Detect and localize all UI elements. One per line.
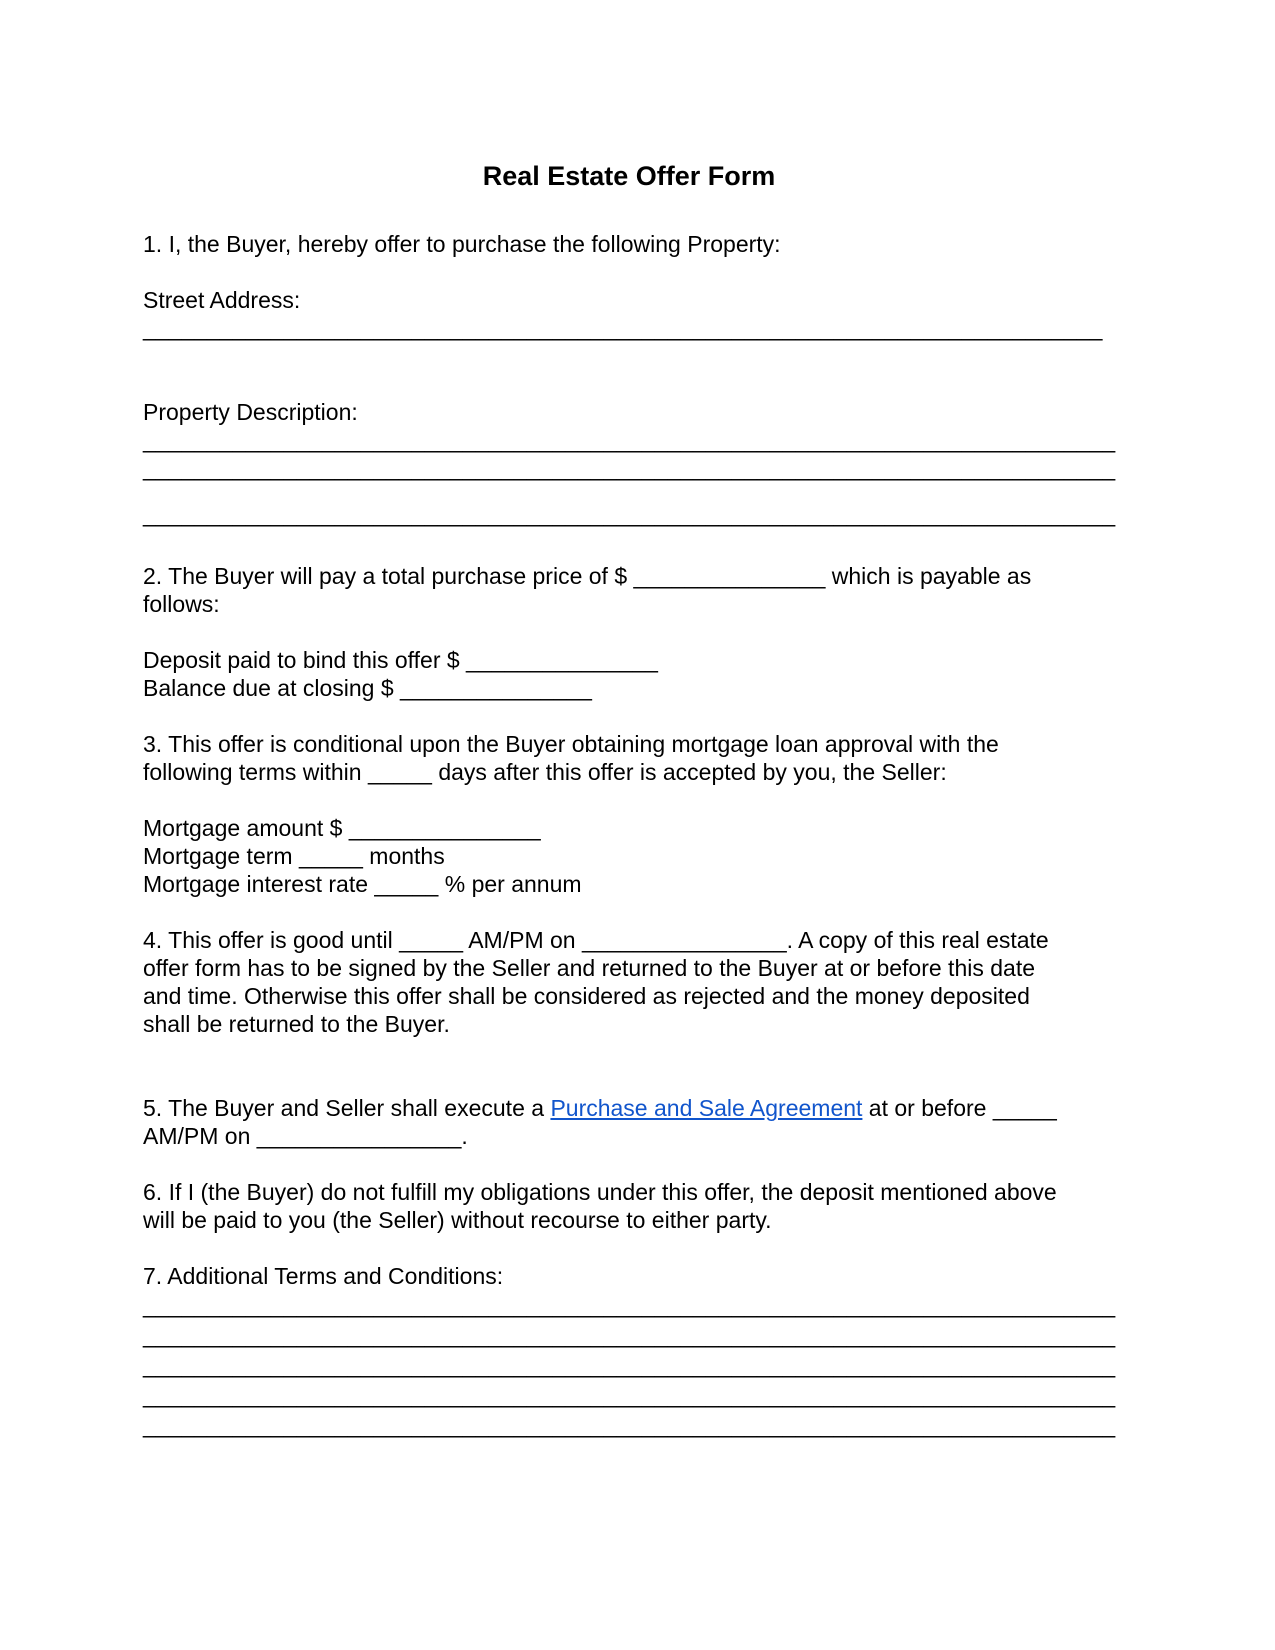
item-7-heading-paragraph [143, 1262, 1175, 1290]
item-5-text-line-1 [143, 1094, 1175, 1122]
item-2-text-line-2: follows: [143, 591, 220, 617]
item-1-paragraph [143, 230, 1175, 258]
item-4-text-line-4: shall be returned to the Buyer. [143, 1011, 450, 1037]
page-title: Real Estate Offer Form [482, 161, 776, 191]
item-3-text-line-1: 3. This offer is conditional upon the Buyer obtaining mortgage loan approval with the [143, 731, 999, 757]
property-description-group [143, 398, 1175, 528]
item-4-text-line-3: and time. Otherwise this offer shall be considered as rejected and the money deposited [143, 983, 1030, 1009]
item-1-text: 1. I, the Buyer, hereby offer to purchase the following Property: [143, 231, 781, 257]
street-address-label: Street Address: [143, 287, 301, 313]
item-6-paragraph [143, 1178, 1175, 1234]
item-5-text-post: at or before _____ [862, 1095, 1057, 1121]
item-6-text-line-1: 6. If I (the Buyer) do not fulfill my obligations under this offer, the deposit mentioned above [143, 1179, 1057, 1205]
property-description-rule-line-1: ____________________________________________________________________________ [143, 427, 1116, 453]
additional-terms-rule-line-1: ____________________________________________________________________________ [143, 1292, 1116, 1318]
purchase-and-sale-agreement-link[interactable]: Purchase and Sale Agreement [550, 1095, 863, 1121]
additional-terms-rule-line-4: ____________________________________________________________________________ [143, 1382, 1116, 1408]
item-2-paragraph [143, 562, 1175, 618]
property-description-rule-line-3: ____________________________________________________________________________ [143, 501, 1116, 527]
item-5-text-line-2: AM/PM on ________________. [143, 1123, 468, 1149]
additional-terms-rule-line-5: ____________________________________________________________________________ [143, 1412, 1116, 1438]
mortgage-details-group [143, 814, 1175, 898]
item-4-text-line-1: 4. This offer is good until _____ AM/PM on ________________. A copy of this real estate [143, 927, 1049, 953]
additional-terms-rule-line-3: ____________________________________________________________________________ [143, 1352, 1116, 1378]
item-4-paragraph [143, 926, 1175, 1038]
item-3-text-line-2: following terms within _____ days after this offer is accepted by you, the Seller: [143, 759, 947, 785]
item-5-text-pre: 5. The Buyer and Seller shall execute a [143, 1095, 551, 1121]
item-7-label: 7. Additional Terms and Conditions: [143, 1263, 504, 1289]
item-6-text-line-2: will be paid to you (the Seller) without recourse to either party. [143, 1207, 772, 1233]
additional-terms-rule-line-2: ____________________________________________________________________________ [143, 1322, 1116, 1348]
mortgage-term-line: Mortgage term _____ months [143, 843, 445, 869]
property-description-label: Property Description: [143, 399, 358, 425]
street-address-group [143, 286, 1175, 342]
item-2-text-line-1: 2. The Buyer will pay a total purchase price of $ _______________ which is payable as [143, 563, 1032, 589]
mortgage-rate-line: Mortgage interest rate _____ % per annum [143, 871, 582, 897]
balance-line: Balance due at closing $ _______________ [143, 675, 592, 701]
street-address-rule-line: ___________________________________________________________________________ [143, 315, 1103, 341]
deposit-line: Deposit paid to bind this offer $ _______________ [143, 647, 658, 673]
item-4-text-line-2: offer form has to be signed by the Seller and returned to the Buyer at or before this date [143, 955, 1036, 981]
item-3-paragraph [143, 730, 1175, 786]
additional-terms-rule-lines [143, 1290, 1175, 1440]
property-description-rule-line-2: ____________________________________________________________________________ [143, 455, 1116, 481]
payment-details-group [143, 646, 1175, 702]
mortgage-amount-line: Mortgage amount $ _______________ [143, 815, 541, 841]
item-5-paragraph [143, 1094, 1175, 1150]
